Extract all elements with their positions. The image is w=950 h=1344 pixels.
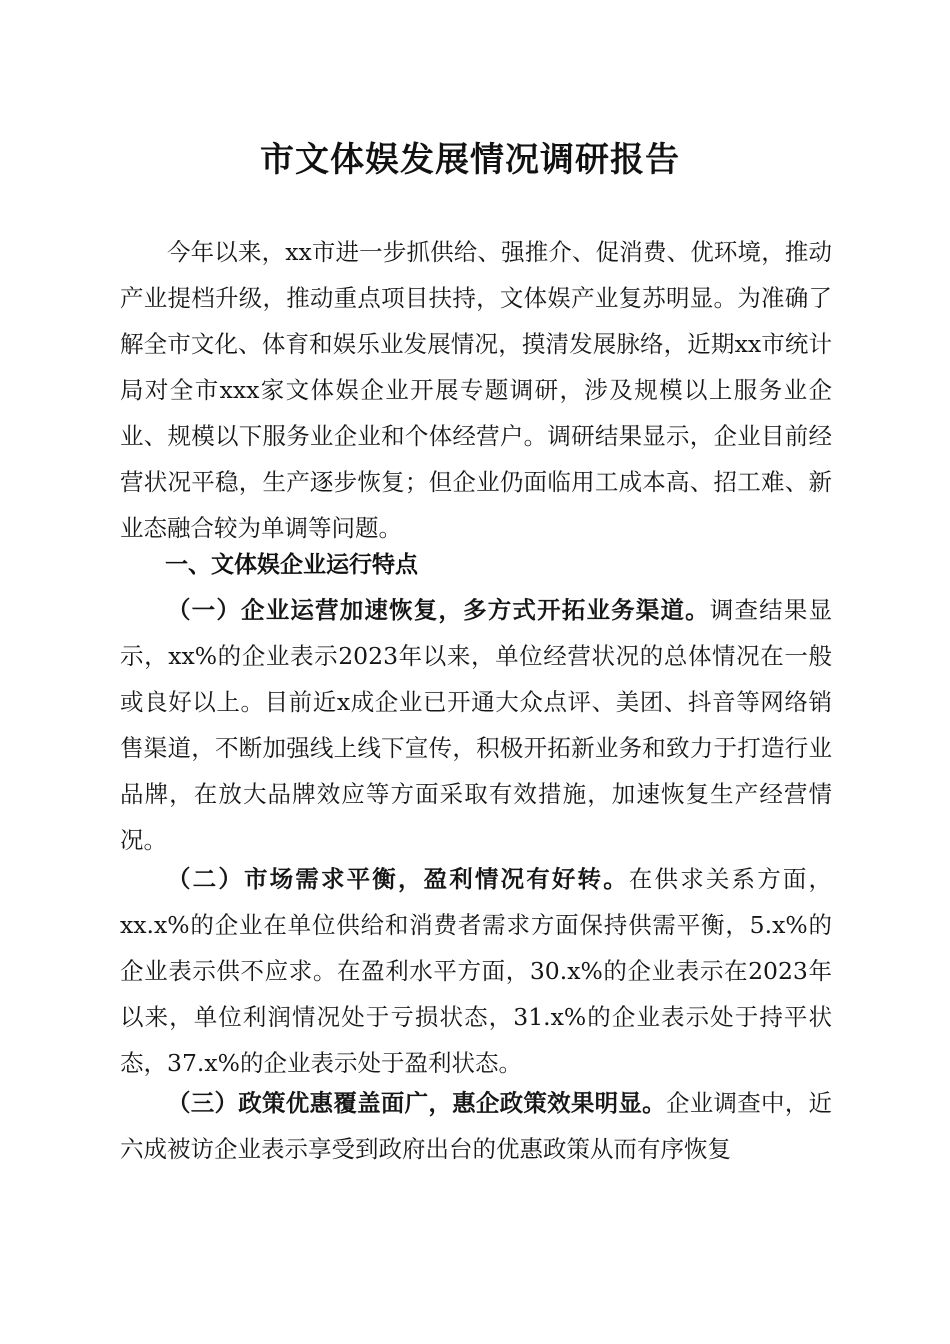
item-3-lead: （三）政策优惠覆盖面广，惠企政策效果明显。 [167,1089,666,1117]
item-3-paragraph [120,1080,832,1172]
item-3-block [120,1080,832,1172]
item-2-text: 在供求关系方面，xx.x%的企业在单位供给和消费者需求方面保持供需平衡，5.x%的企业表示供不应求。在盈利水平方面，30.x%的企业表示在2023年以来，单位利润情况处于亏损状态，31.x%的企业表示处于持平状态，37.x%的企业表示处于盈利状态。 [120,865,833,1077]
item-2-block [120,856,832,1086]
section-heading-1: 一、文体娱企业运行特点 [165,552,418,578]
intro-paragraph-block [120,229,832,551]
item-2-paragraph [120,856,832,1086]
document-title: 市文体娱发展情况调研报告 [260,140,680,180]
item-1-block [120,587,832,863]
item-3-text: 企业调查中，近六成被访企业表示享受到政府出台的优惠政策从而有序恢复 [120,1089,833,1163]
item-1-lead: （一）企业运营加速恢复，多方式开拓业务渠道。 [167,596,710,624]
item-1-text: 调查结果显示，xx%的企业表示2023年以来，单位经营状况的总体情况在一般或良好以上。目前近x成企业已开通大众点评、美团、抖音等网络销售渠道，不断加强线上线下宣传，积极开拓新业务和致力于打造行业品牌，在放大品牌效应等方面采取有效措施，加速恢复生产经营情况。 [120,596,833,854]
intro-paragraph: 今年以来，xx市进一步抓供给、强推介、促消费、优环境，推动产业提档升级，推动重点项目扶持，文体娱产业复苏明显。为准确了解全市文化、体育和娱乐业发展情况，摸清发展脉络，近期xx市统计局对全市xxx家文体娱企业开展专题调研，涉及规模以上服务业企业、规模以下服务业企业和个体经营户。调研结果显示，企业目前经营状况平稳，生产逐步恢复；但企业仍面临用工成本高、招工难、新业态融合较为单调等问题。 [120,238,832,542]
item-2-lead: （二）市场需求平衡，盈利情况有好转。 [167,865,629,893]
item-1-paragraph [120,587,832,863]
